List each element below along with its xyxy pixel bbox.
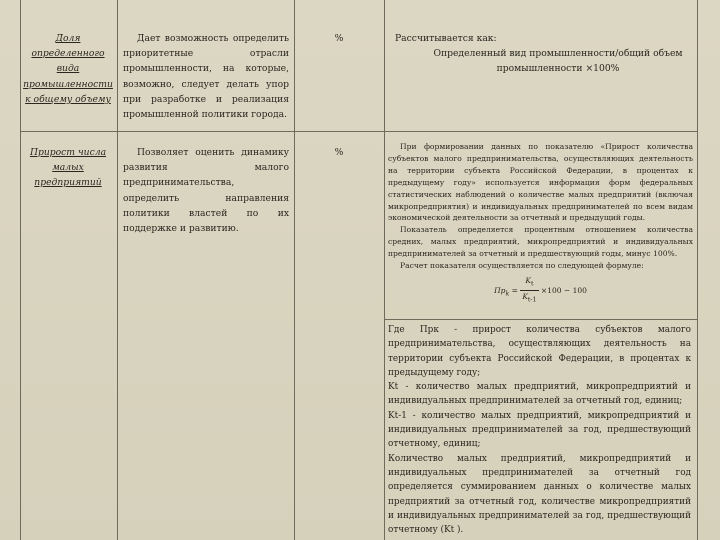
indicator-small-business-growth: Прирост числа малых предприятий [29,147,107,189]
definition-item: Kt-1 - количество малых предприятий, микропредприятий и индивидуальных предпринимателей за год, предшествующий отчетному, единиц; [388,410,691,450]
method-paragraph: Показатель определяется процентным отношением количества средних, малых предприятий, микропредприятий и индивидуальных предпринимателей за отчетный и предшествующий годы, минус 100%. [388,225,693,259]
formula-fraction [520,275,538,307]
formula-denominator: K [522,292,528,302]
indicator-share-of-industry: Доля определенного вида промышленности к общему объему [23,33,113,105]
method-share-of-industry [395,31,691,77]
formula-denominator-sub: t-1 [527,296,537,304]
formula-lhs: Пр [494,285,506,295]
formula-tail: ×100 − 100 [540,285,587,295]
column-divider-3 [384,0,385,540]
method-formula-text: Определенный вид промышленности/общий объем промышленности ×100% [433,48,683,75]
definition-item: Kt - количество малых предприятий, микропредприятий и индивидуальных предпринимателей за отчетный год, единиц; [388,382,691,407]
description-small-business-growth: Позволяет оценить динамику развития малого предпринимательства, определить направления политики властей по их поддержке и развитию. [123,147,289,235]
definition-item: Количество малых предприятий, микропредприятий и индивидуальных предпринимателей за отчетный год определяется суммированием данных о количестве малых предприятий за отчетный год, количестве микропредприятий и индивидуальных предпринимателей за год, предшествующий отчетному (Kt ). [388,453,691,536]
formula-numerator-sub: t [530,280,534,288]
growth-formula: $Пр_k$ = $\frac{K_t}{K_{t-1}}$ ×100 − 100 [388,275,693,307]
method-intro: Рассчитывается как: [395,33,497,44]
row-divider-1 [20,131,698,132]
unit-share-of-industry: % [334,33,344,44]
column-divider-1 [117,0,118,540]
definition-item: Где Прк - прирост количества субъектов малого предпринимательства, осуществляющих деятельность на территории субъекта Российской Федерации, в процентах к предыдущему году; [388,325,691,378]
formula-lhs-sub: k [505,290,510,298]
description-share-of-industry: Дает возможность определить приоритетные отрасли промышленности, на которые, возможно, следует делать упор при разработке и реализация промышленной политики города. [123,33,289,121]
method-small-business-growth [388,141,693,313]
table-border-left [20,0,21,540]
cell-divider-formula [384,319,698,320]
column-divider-2 [294,0,295,540]
table-border-right [697,0,698,540]
method-definitions [388,323,691,537]
method-paragraph: Расчет показателя осуществляется по следующей формуле: [400,261,644,271]
unit-small-business-growth: % [334,147,344,158]
method-paragraph: При формировании данных по показателю «Прирост количества субъектов малого предпринимательства, осуществляющих деятельность на территории субъекта Российской Федерации, в процентах к предыдущему году» используется информация форм федеральных статистических наблюдений о количестве малых предприятий (включая микропредприятия) и индивидуальных предпринимателей по всем видам экономической деятельности за отчетный и предыдущий годы. [388,142,693,223]
formula-numerator: K [525,275,531,285]
